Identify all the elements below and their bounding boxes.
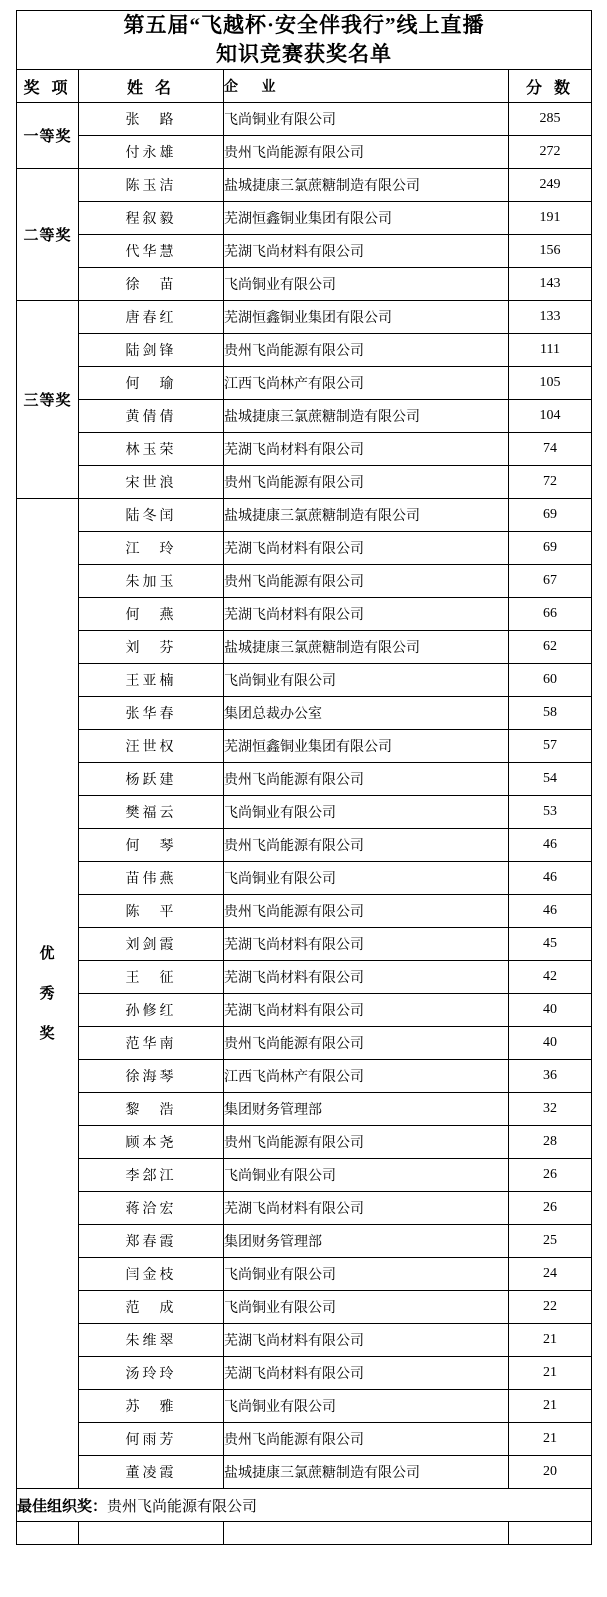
winner-score: 21 (509, 1423, 592, 1456)
table-row (17, 862, 592, 895)
winner-name: 范华南 (79, 1027, 224, 1060)
table-row (17, 928, 592, 961)
winner-company: 飞尚铜业有限公司 (224, 664, 509, 697)
winner-name: 何雨芳 (79, 1423, 224, 1456)
award-category-char: 奖 (39, 1025, 56, 1042)
winner-score: 36 (509, 1060, 592, 1093)
winner-company: 芜湖飞尚材料有限公司 (224, 532, 509, 565)
table-row (17, 334, 592, 367)
winner-company: 芜湖飞尚材料有限公司 (224, 928, 509, 961)
winner-company: 芜湖恒鑫铜业集团有限公司 (224, 730, 509, 763)
winner-score: 104 (509, 400, 592, 433)
table-row (17, 1324, 592, 1357)
winner-name: 苗伟燕 (79, 862, 224, 895)
winner-company: 集团财务管理部 (224, 1225, 509, 1258)
winner-company: 贵州飞尚能源有限公司 (224, 829, 509, 862)
footer-row (17, 1489, 592, 1522)
winner-name: 王亚楠 (79, 664, 224, 697)
column-header-award: 奖 项 (17, 70, 79, 103)
table-row (17, 598, 592, 631)
winner-company: 贵州飞尚能源有限公司 (224, 334, 509, 367)
winner-name: 刘剑霞 (79, 928, 224, 961)
table-row (17, 994, 592, 1027)
winner-score: 40 (509, 994, 592, 1027)
winner-name: 李郐江 (79, 1159, 224, 1192)
winner-score: 143 (509, 268, 592, 301)
tail-row (17, 1522, 592, 1545)
winner-company: 盐城捷康三氯蔗糖制造有限公司 (224, 631, 509, 664)
winner-name: 唐春红 (79, 301, 224, 334)
winner-name: 陆冬闰 (79, 499, 224, 532)
table-row (17, 499, 592, 532)
table-row (17, 136, 592, 169)
winner-name: 黄倩倩 (79, 400, 224, 433)
table-row (17, 400, 592, 433)
winner-score: 54 (509, 763, 592, 796)
winner-name: 杨跃建 (79, 763, 224, 796)
winner-score: 20 (509, 1456, 592, 1489)
winner-company: 芜湖恒鑫铜业集团有限公司 (224, 202, 509, 235)
winner-company: 飞尚铜业有限公司 (224, 862, 509, 895)
winner-score: 21 (509, 1390, 592, 1423)
table-row (17, 1423, 592, 1456)
winner-score: 105 (509, 367, 592, 400)
column-header-score: 分 数 (509, 70, 592, 103)
winner-score: 40 (509, 1027, 592, 1060)
winner-company: 江西飞尚林产有限公司 (224, 1060, 509, 1093)
table-row (17, 202, 592, 235)
winner-name: 汪世权 (79, 730, 224, 763)
table-header-row (17, 70, 592, 103)
award-category-cell: 一等奖 (17, 103, 79, 169)
winner-company: 芜湖飞尚材料有限公司 (224, 235, 509, 268)
award-list-document (0, 10, 607, 1545)
winner-company: 贵州飞尚能源有限公司 (224, 565, 509, 598)
winner-score: 26 (509, 1192, 592, 1225)
winner-company: 集团总裁办公室 (224, 697, 509, 730)
winner-company: 集团财务管理部 (224, 1093, 509, 1126)
winner-score: 32 (509, 1093, 592, 1126)
winner-company: 贵州飞尚能源有限公司 (224, 466, 509, 499)
winner-score: 60 (509, 664, 592, 697)
winner-score: 46 (509, 862, 592, 895)
winner-name: 徐海琴 (79, 1060, 224, 1093)
winner-name: 江 玲 (79, 532, 224, 565)
table-row (17, 1225, 592, 1258)
winner-company: 芜湖飞尚材料有限公司 (224, 433, 509, 466)
best-organization-award (17, 1489, 592, 1522)
winner-score: 249 (509, 169, 592, 202)
table-row (17, 697, 592, 730)
table-row (17, 565, 592, 598)
winner-score: 285 (509, 103, 592, 136)
table-row (17, 1258, 592, 1291)
tail-cell-2 (79, 1522, 224, 1545)
document-title (17, 11, 592, 70)
winner-score: 26 (509, 1159, 592, 1192)
table-row (17, 1159, 592, 1192)
winner-company: 贵州飞尚能源有限公司 (224, 1423, 509, 1456)
winner-score: 24 (509, 1258, 592, 1291)
winner-score: 57 (509, 730, 592, 763)
winner-name: 何 燕 (79, 598, 224, 631)
award-category-cell: 三等奖 (17, 301, 79, 499)
table-row (17, 1192, 592, 1225)
winner-score: 42 (509, 961, 592, 994)
winner-name: 黎 浩 (79, 1093, 224, 1126)
winner-company: 飞尚铜业有限公司 (224, 1390, 509, 1423)
tail-cell-4 (509, 1522, 592, 1545)
winner-company: 飞尚铜业有限公司 (224, 1258, 509, 1291)
winner-company: 贵州飞尚能源有限公司 (224, 763, 509, 796)
winner-company: 飞尚铜业有限公司 (224, 268, 509, 301)
table-row (17, 961, 592, 994)
winner-name: 孙修红 (79, 994, 224, 1027)
winner-score: 25 (509, 1225, 592, 1258)
title-row (17, 11, 592, 70)
winner-score: 156 (509, 235, 592, 268)
table-row (17, 169, 592, 202)
table-row (17, 1060, 592, 1093)
winner-company: 飞尚铜业有限公司 (224, 1291, 509, 1324)
winner-name: 陆剑锋 (79, 334, 224, 367)
title-line-2: 知识竞赛获奖名单 (216, 42, 392, 66)
winner-company: 贵州飞尚能源有限公司 (224, 1126, 509, 1159)
winner-name: 王 征 (79, 961, 224, 994)
table-body (17, 11, 592, 103)
winner-score: 21 (509, 1357, 592, 1390)
winner-company: 盐城捷康三氯蔗糖制造有限公司 (224, 499, 509, 532)
winner-score: 69 (509, 499, 592, 532)
winner-name: 张华春 (79, 697, 224, 730)
table-row (17, 1027, 592, 1060)
table-row (17, 103, 592, 136)
winner-score: 62 (509, 631, 592, 664)
winner-name: 郑春霞 (79, 1225, 224, 1258)
table-row (17, 1357, 592, 1390)
table-row (17, 268, 592, 301)
table-row (17, 796, 592, 829)
winner-name: 陈 平 (79, 895, 224, 928)
winner-company: 芜湖飞尚材料有限公司 (224, 1324, 509, 1357)
winner-company: 芜湖飞尚材料有限公司 (224, 994, 509, 1027)
winner-score: 74 (509, 433, 592, 466)
winner-company: 飞尚铜业有限公司 (224, 796, 509, 829)
winner-company: 江西飞尚林产有限公司 (224, 367, 509, 400)
award-category-cell (17, 499, 79, 1489)
winner-score: 45 (509, 928, 592, 961)
winner-name: 蒋洽宏 (79, 1192, 224, 1225)
table-row (17, 664, 592, 697)
winner-company: 飞尚铜业有限公司 (224, 1159, 509, 1192)
award-category-char: 秀 (39, 985, 56, 1002)
footer-label: 最佳组织奖： (17, 1498, 108, 1515)
award-table (16, 10, 592, 1545)
winner-name: 刘 芬 (79, 631, 224, 664)
winner-company: 飞尚铜业有限公司 (224, 103, 509, 136)
table-row (17, 631, 592, 664)
winner-company: 盐城捷康三氯蔗糖制造有限公司 (224, 1456, 509, 1489)
winner-name: 朱加玉 (79, 565, 224, 598)
winner-company: 芜湖飞尚材料有限公司 (224, 961, 509, 994)
winner-name: 张 路 (79, 103, 224, 136)
winner-name: 陈玉洁 (79, 169, 224, 202)
winner-score: 272 (509, 136, 592, 169)
winner-company: 芜湖恒鑫铜业集团有限公司 (224, 301, 509, 334)
winner-name: 宋世浪 (79, 466, 224, 499)
winner-name: 苏 雅 (79, 1390, 224, 1423)
table-row (17, 1093, 592, 1126)
winner-name: 樊福云 (79, 796, 224, 829)
winner-company: 贵州飞尚能源有限公司 (224, 136, 509, 169)
table-row (17, 466, 592, 499)
table-row (17, 763, 592, 796)
winner-score: 46 (509, 829, 592, 862)
winner-company: 盐城捷康三氯蔗糖制造有限公司 (224, 169, 509, 202)
winner-name: 程叙毅 (79, 202, 224, 235)
table-row (17, 1456, 592, 1489)
winner-name: 代华慧 (79, 235, 224, 268)
winner-name: 何 瑜 (79, 367, 224, 400)
winner-company: 芜湖飞尚材料有限公司 (224, 1357, 509, 1390)
column-header-name: 姓 名 (79, 70, 224, 103)
tail-cell-3 (224, 1522, 509, 1545)
winner-company: 贵州飞尚能源有限公司 (224, 1027, 509, 1060)
winner-score: 69 (509, 532, 592, 565)
winner-name: 徐 苗 (79, 268, 224, 301)
winner-company: 盐城捷康三氯蔗糖制造有限公司 (224, 400, 509, 433)
table-row (17, 433, 592, 466)
table-row (17, 1126, 592, 1159)
winner-score: 66 (509, 598, 592, 631)
footer-body (17, 1489, 592, 1545)
winner-score: 28 (509, 1126, 592, 1159)
column-header-company: 企 业 (224, 70, 509, 103)
tail-cell-1 (17, 1522, 79, 1545)
table-row (17, 895, 592, 928)
winner-name: 范 成 (79, 1291, 224, 1324)
winner-company: 芜湖飞尚材料有限公司 (224, 1192, 509, 1225)
award-rows (17, 103, 592, 1489)
winner-score: 53 (509, 796, 592, 829)
table-row (17, 301, 592, 334)
table-row (17, 1291, 592, 1324)
winner-score: 22 (509, 1291, 592, 1324)
winner-name: 林玉荣 (79, 433, 224, 466)
award-category-char: 优 (39, 945, 56, 962)
winner-score: 72 (509, 466, 592, 499)
winner-name: 董凌霞 (79, 1456, 224, 1489)
winner-company: 芜湖飞尚材料有限公司 (224, 598, 509, 631)
winner-name: 汤玲玲 (79, 1357, 224, 1390)
winner-score: 46 (509, 895, 592, 928)
table-row (17, 532, 592, 565)
winner-score: 191 (509, 202, 592, 235)
winner-score: 58 (509, 697, 592, 730)
winner-company: 贵州飞尚能源有限公司 (224, 895, 509, 928)
winner-name: 朱维翠 (79, 1324, 224, 1357)
winner-score: 133 (509, 301, 592, 334)
footer-value: 贵州飞尚能源有限公司 (107, 1498, 258, 1515)
winner-score: 67 (509, 565, 592, 598)
winner-name: 何 琴 (79, 829, 224, 862)
winner-name: 顾本尧 (79, 1126, 224, 1159)
winner-name: 闫金枝 (79, 1258, 224, 1291)
table-row (17, 1390, 592, 1423)
table-row (17, 367, 592, 400)
table-row (17, 730, 592, 763)
winner-name: 付永雄 (79, 136, 224, 169)
table-row (17, 829, 592, 862)
winner-score: 21 (509, 1324, 592, 1357)
title-line-1: 第五届“飞越杯·安全伴我行”线上直播 (123, 13, 485, 37)
winner-score: 111 (509, 334, 592, 367)
table-row (17, 235, 592, 268)
award-category-cell: 二等奖 (17, 169, 79, 301)
